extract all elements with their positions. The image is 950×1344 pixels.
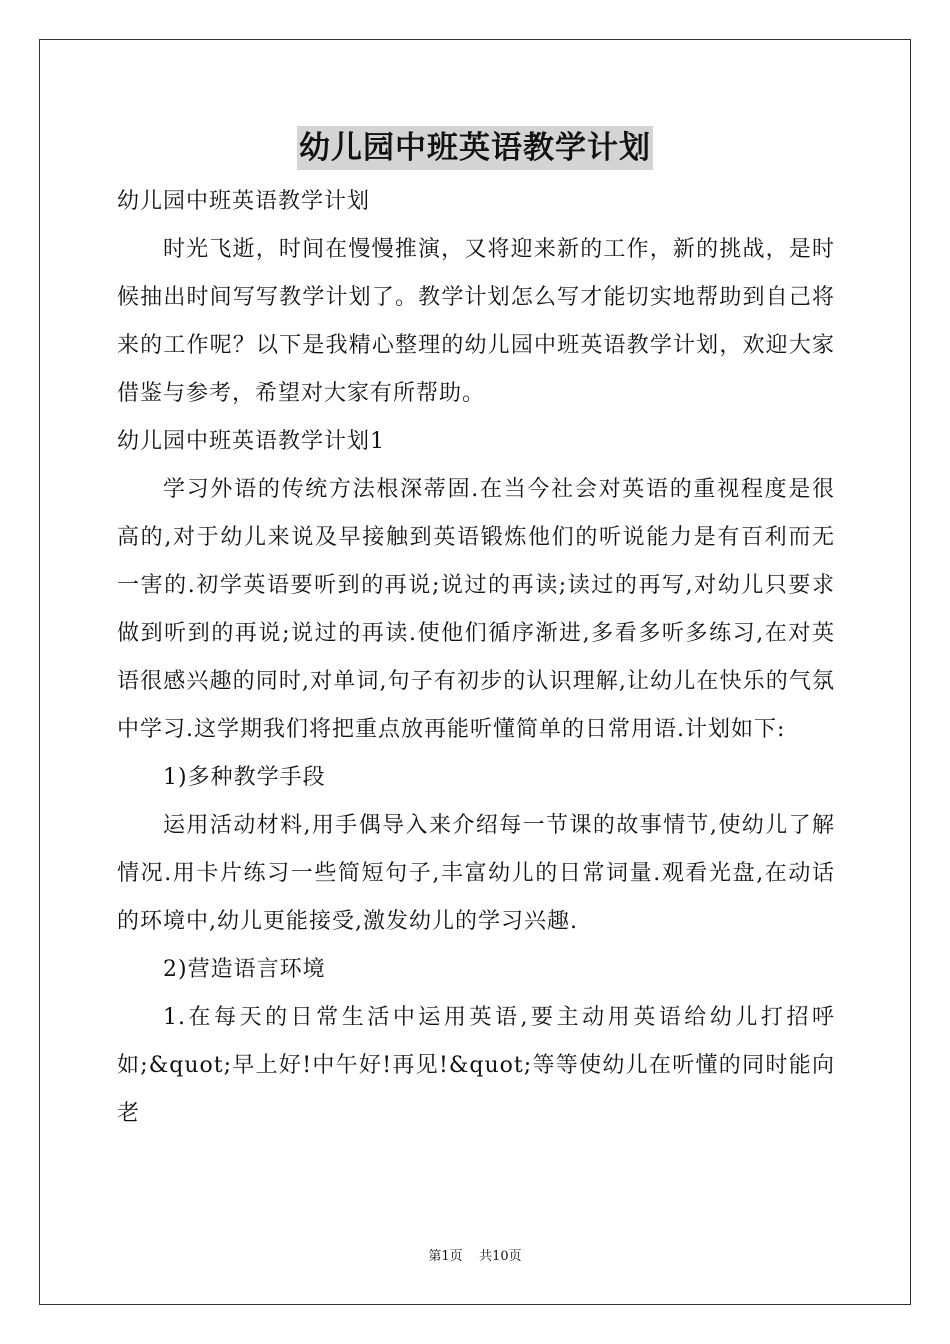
paragraph: 运用活动材料,用手偶导入来介绍每一节课的故事情节,使幼儿了解情况.用卡片练习一些简短句子,丰富幼儿的日常词量.观看光盘,在动话的环境中,幼儿更能接受,激发幼儿的学习兴趣. [117,813,835,934]
paragraph: 1.在每天的日常生活中运用英语,要主动用英语给幼儿打招呼如;&quot;早上好!中午好!再见!&quot;等等使幼儿在听懂的同时能向老 [117,1005,835,1126]
document-title: 幼儿园中班英语教学计划 [297,126,653,170]
paragraph: 2)营造语言环境 [163,957,326,982]
paragraph: 学习外语的传统方法根深蒂固.在当今社会对英语的重视程度是很高的,对于幼儿来说及早接触到英语锻炼他们的听说能力是有百利而无一害的.初学英语要听到的再说;说过的再读;读过的再写,对幼儿只要求做到听到的再说;说过的再读.使他们循序渐进,多看多听多练习,在对英语很感兴趣的同时,对单词,句子有初步的认识理解,让幼儿在快乐的气氛中学习.这学期我们将把重点放再能听懂简单的日常用语.计划如下: [117,477,835,742]
paragraph: 幼儿园中班英语教学计划1 [117,429,385,454]
page-number: 第1页 共10页 [428,1249,522,1264]
paragraph: 幼儿园中班英语教学计划 [117,189,371,214]
document-body [117,178,835,1138]
paragraph: 1)多种教学手段 [163,765,326,790]
title-container [0,126,950,170]
paragraph: 时光飞逝，时间在慢慢推演，又将迎来新的工作，新的挑战，是时候抽出时间写写教学计划了。教学计划怎么写才能切实地帮助到自己将来的工作呢？以下是我精心整理的幼儿园中班英语教学计划，欢迎大家借鉴与参考，希望对大家有所帮助。 [117,237,835,406]
page-footer [0,1247,950,1267]
